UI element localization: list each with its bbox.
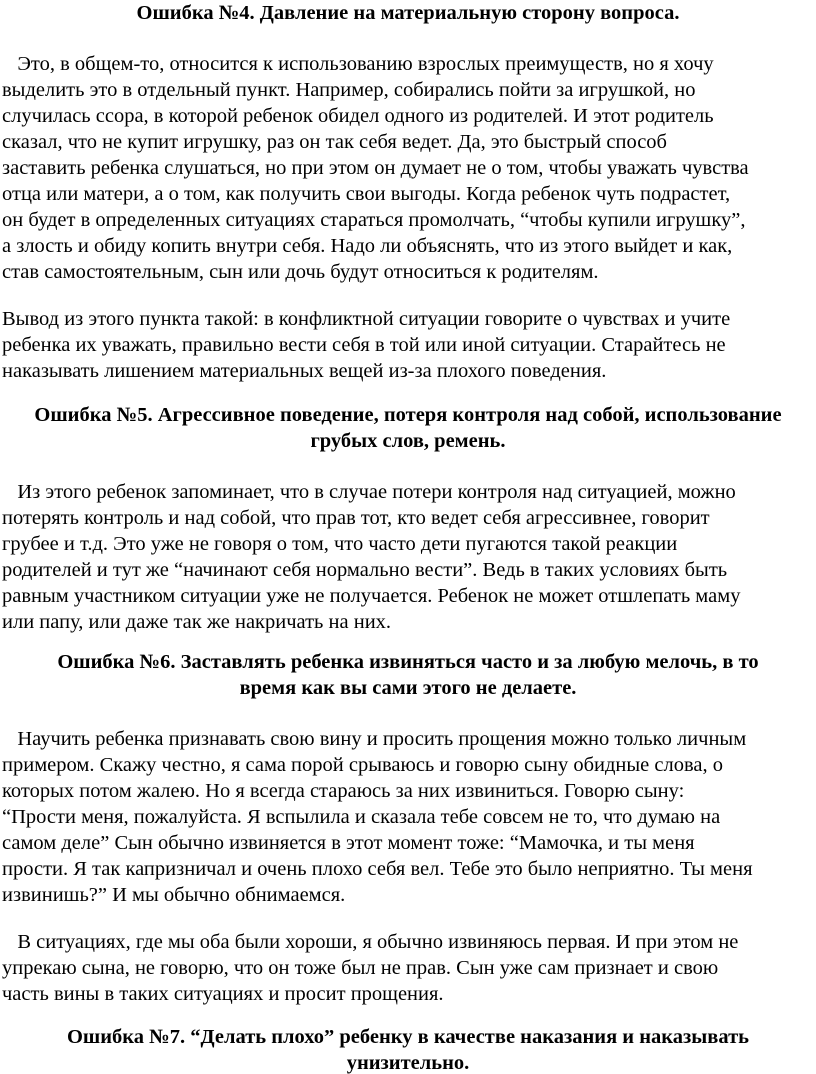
paragraph-5-1 xyxy=(2,479,814,635)
text-line: потерять контроль и над собой, что прав тот, кто ведет себя агрессивнее, говорит xyxy=(2,507,710,529)
section-heading-7 xyxy=(0,1024,816,1074)
text-line: он будет в определенных ситуациях стараться промолчать, “чтобы купили игрушку”, xyxy=(2,209,746,231)
heading-line: Ошибка №6. Заставлять ребенка извиняться часто и за любую мелочь, в то xyxy=(57,651,759,673)
text-line: упрекаю сына, не говорю, что он тоже был не прав. Сын уже сам признает и свою xyxy=(2,957,719,979)
paragraph-6-1 xyxy=(2,726,814,908)
text-line: Вывод из этого пункта такой: в конфликтной ситуации говорите о чувствах и учите xyxy=(2,308,731,330)
text-line: став самостоятельным, сын или дочь будут относиться к родителям. xyxy=(2,261,599,283)
text-line: самом деле” Сын обычно извиняется в этот момент тоже: “Мамочка, и ты меня xyxy=(2,832,695,854)
heading-line: Ошибка №7. “Делать плохо” ребенку в качестве наказания и наказывать xyxy=(66,1026,749,1048)
paragraph-6-2 xyxy=(2,929,814,1007)
heading-line: грубых слов, ремень. xyxy=(310,430,506,452)
text-line: которых потом жалею. Но я всегда стараюсь за них извиниться. Говорю сыну: xyxy=(2,780,685,802)
text-line: выделить это в отдельный пункт. Например, собирались пойти за игрушкой, но xyxy=(2,79,696,101)
text-line: “Прости меня, пожалуйста. Я вспылила и сказала тебе совсем не то, что думаю на xyxy=(2,806,721,828)
text-line: родителей и тут же “начинают себя нормально вести”. Ведь в таких условиях быть xyxy=(2,559,728,581)
text-line: случилась ссора, в которой ребенок обидел одного из родителей. И этот родитель xyxy=(2,105,714,127)
heading-line: Ошибка №5. Агрессивное поведение, потеря контроля над собой, использование xyxy=(34,404,782,426)
section-heading-4 xyxy=(0,0,816,26)
text-line: заставить ребенка слушаться, но при этом он думает не о том, чтобы уважать чувства xyxy=(2,157,749,179)
paragraph-4-1 xyxy=(2,51,814,285)
heading-line: время как вы сами этого не делаете. xyxy=(239,677,577,699)
text-line: В ситуациях, где мы оба были хороши, я обычно извиняюсь первая. И при этом не xyxy=(2,931,739,953)
section-heading-6 xyxy=(0,649,816,701)
text-line: ребенка их уважать, правильно вести себя в той или иной ситуации. Старайтесь не xyxy=(2,334,726,356)
heading-line: унизительно. xyxy=(346,1052,470,1074)
text-line: прости. Я так капризничал и очень плохо себя вел. Тебе это было неприятно. Ты меня xyxy=(2,858,753,880)
section-heading-5 xyxy=(0,402,816,454)
text-line: наказывать лишением материальных вещей из-за плохого поведения. xyxy=(2,360,607,382)
text-line: Это, в общем-то, относится к использованию взрослых преимуществ, но я хочу xyxy=(2,53,714,75)
text-line: а злость и обиду копить внутри себя. Надо ли объяснять, что из этого выйдет и как, xyxy=(2,235,733,257)
text-line: равным участником ситуации уже не получается. Ребенок не может отшлепать маму xyxy=(2,585,741,607)
text-line: извинишь?” И мы обычно обнимаемся. xyxy=(2,884,346,906)
text-line: Научить ребенка признавать свою вину и просить прощения можно только личным xyxy=(2,728,747,750)
text-line: часть вины в таких ситуациях и просит прощения. xyxy=(2,983,444,1005)
text-line: сказал, что не купит игрушку, раз он так себя ведет. Да, это быстрый способ xyxy=(2,131,667,153)
text-line: или папу, или даже так же накричать на них. xyxy=(2,611,392,633)
text-line: грубее и т.д. Это уже не говоря о том, что часто дети пугаются такой реакции xyxy=(2,533,678,555)
text-line: отца или матери, а о том, как получить свои выгоды. Когда ребенок чуть подрастет, xyxy=(2,183,731,205)
heading-line: Ошибка №4. Давление на материальную сторону вопроса. xyxy=(136,2,680,24)
paragraph-4-2 xyxy=(2,306,814,384)
text-line: примером. Скажу честно, я сама порой срываюсь и говорю сыну обидные слова, о xyxy=(2,754,723,776)
text-line: Из этого ребенок запоминает, что в случае потери контроля над ситуацией, можно xyxy=(2,481,736,503)
